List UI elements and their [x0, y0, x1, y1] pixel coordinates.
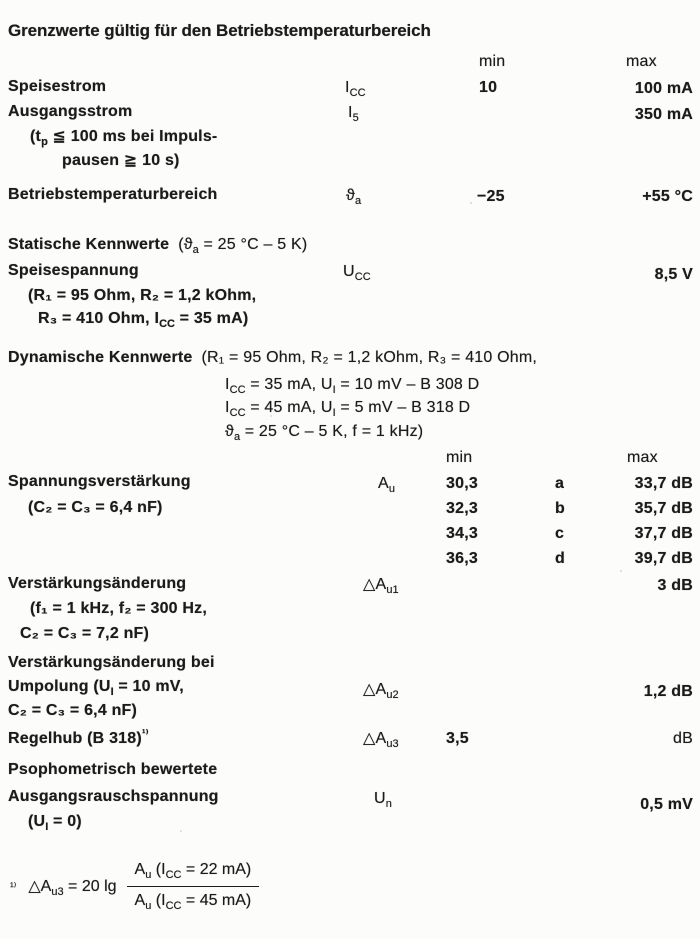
row-delta2-label-line3: C₂ = C₃ = 6,4 nF) — [8, 702, 138, 719]
row-speisestrom-label: Speisestrom — [8, 78, 107, 95]
dyn-l3-rest: = 5 mV – B 318 D — [335, 399, 471, 416]
noise-condition — [28, 814, 82, 833]
speisestrom-min-value: 10 — [479, 79, 498, 96]
impuls-condition-line1 — [30, 129, 217, 148]
num-sub2: CC — [165, 869, 182, 882]
row-betriebstemp-label: Betriebstemperaturbereich — [8, 186, 218, 203]
regelhub-min-value: 3,5 — [446, 730, 469, 747]
symbol-theta-base: ϑ — [346, 187, 355, 204]
symbol-ucc-sub: CC — [354, 271, 371, 284]
symbol-un — [374, 791, 392, 810]
symbol-i5-base: I — [348, 104, 353, 121]
symbol-icc-base: I — [345, 79, 350, 96]
dynamisch-heading-line — [8, 350, 537, 366]
delta1-max-value: 3 dB — [657, 577, 693, 594]
delta2-max-value: 1,2 dB — [643, 683, 693, 700]
statisch-cond-rest: = 25 °C – 5 K) — [198, 236, 308, 253]
gain-row-min: 36,3 — [446, 550, 478, 567]
footnote-lhs-rest: = 20 lg — [63, 877, 117, 895]
symbol-delta-au1 — [363, 577, 399, 596]
page-title: Grenzwerte gültig für den Betriebstemperaturbereich — [8, 21, 431, 40]
gain-row-max: 33,7 dB — [634, 475, 693, 492]
symbol-i5-sub: 5 — [352, 112, 359, 125]
dynamisch-cond-line4 — [225, 424, 423, 443]
dynamisch-cond-line1: (R₁ = 95 Ohm, R₂ = 1,2 kOhm, R₃ = 410 Ohm, — [201, 349, 538, 366]
dyn-l3-mid: = 45 mA, U — [245, 399, 333, 416]
num-base: A — [134, 861, 146, 878]
symbol-au — [378, 476, 395, 495]
delta2-l2-sub: I — [110, 686, 114, 699]
symbol-au-sub: u — [388, 483, 395, 496]
fraction-denominator — [127, 887, 260, 912]
statisch-condition-line2 — [38, 311, 248, 330]
row-regelhub-label — [8, 729, 149, 747]
symbol-au-base: A — [378, 475, 389, 492]
row-delta1-label: Verstärkungsänderung — [8, 575, 187, 592]
noise-cond-pre: (U — [28, 813, 46, 830]
num-mid: (I — [151, 861, 166, 878]
limits-min-header: min — [479, 53, 506, 70]
row-delta2-label-line1: Verstärkungsänderung bei — [8, 654, 215, 671]
noise-cond-sub: I — [45, 821, 49, 834]
betriebstemp-max-value: +55 °C — [642, 188, 693, 205]
dyn-l4-pre: ϑ — [225, 423, 234, 440]
statisch-condition-line1: (R₁ = 95 Ohm, R₂ = 1,2 kOhm, — [28, 287, 257, 304]
statisch-cond2-pre: R₃ = 410 Ohm, I — [38, 310, 160, 327]
dyn-l2-sub: CC — [229, 384, 246, 397]
footnote-lhs — [28, 876, 116, 898]
speisespannung-max-value: 8,5 V — [654, 266, 693, 283]
dynamisch-cond-line3 — [225, 400, 470, 419]
row-noise-label-line2: Ausgangsrauschspannung — [8, 788, 219, 805]
gain-row-max: 35,7 dB — [634, 500, 693, 517]
statisch-cond-sub: a — [192, 244, 199, 257]
fraction-numerator — [127, 861, 260, 887]
num-rest: = 22 mA) — [181, 861, 252, 878]
den-mid: (I — [151, 892, 166, 910]
symbol-un-base: U — [374, 790, 386, 807]
gain-row-min: 30,3 — [446, 475, 478, 492]
noise-max-value: 0,5 mV — [640, 796, 693, 813]
statisch-cond2-rest: = 35 mA) — [175, 310, 249, 327]
row-speisespannung-label: Speisespannung — [8, 262, 139, 279]
gain-row-group: d — [555, 550, 565, 567]
dyn-l3-sub: CC — [229, 407, 246, 420]
symbol-delta-au2 — [363, 682, 399, 701]
symbol-delta-au3-base: △A — [363, 730, 387, 747]
dyn-l2-sub2: I — [332, 384, 336, 397]
ausgangsstrom-max-value: 350 mA — [634, 106, 693, 123]
gain-row-max: 37,7 dB — [634, 525, 693, 542]
den-base: A — [134, 892, 146, 910]
gain-row-group: a — [555, 475, 565, 492]
row-delta2-label-line2 — [8, 679, 184, 698]
footnote-formula — [10, 861, 259, 912]
symbol-theta-sub: a — [354, 195, 362, 208]
delta1-condition-line2: C₂ = C₃ = 7,2 nF) — [20, 625, 150, 642]
regelhub-label-text: Regelhub (B 318) — [8, 730, 142, 747]
regelhub-footnote-marker: ¹⁾ — [141, 728, 149, 740]
betriebstemp-min-value: −25 — [477, 188, 505, 205]
symbol-theta-a — [346, 188, 361, 207]
dyn-l2-pre: I — [225, 376, 230, 393]
gain-row-group: b — [555, 500, 565, 517]
speisestrom-max-value: 100 mA — [634, 80, 693, 97]
symbol-icc — [345, 80, 366, 99]
dynamisch-heading: Dynamische Kennwerte — [8, 349, 193, 366]
symbol-delta-au1-sub: u1 — [386, 584, 399, 597]
delta1-condition-line1: (f₁ = 1 kHz, f₂ = 300 Hz, — [30, 600, 208, 617]
symbol-icc-sub: CC — [349, 87, 366, 100]
gain-row-min: 32,3 — [446, 500, 478, 517]
dyn-l3-sub2: I — [332, 407, 336, 420]
footnote-lhs-base: △A — [28, 877, 52, 895]
impuls-condition-line2: pausen ≧ 10 s) — [62, 152, 180, 169]
statisch-cond-pre: (ϑ — [178, 236, 193, 253]
statisch-heading-line — [8, 237, 307, 256]
symbol-delta-au3 — [363, 731, 399, 750]
num-sub: u — [145, 869, 152, 882]
dynamisch-max-header: max — [627, 449, 658, 466]
delta2-l2-rest: = 10 mV, — [113, 678, 184, 695]
impuls1-sub: p — [41, 136, 48, 149]
dyn-l4-rest: = 25 °C – 5 K, f = 1 kHz) — [240, 423, 424, 440]
noise-cond-rest: = 0) — [48, 813, 82, 830]
statisch-heading: Statische Kennwerte — [8, 236, 170, 253]
symbol-delta-au2-sub: u2 — [386, 689, 399, 702]
footnote-fraction — [127, 861, 260, 912]
dyn-l4-sub: a — [233, 431, 241, 444]
dynamisch-min-header: min — [446, 449, 473, 466]
symbol-i5 — [348, 105, 359, 124]
delta2-l2-pre: Umpolung (U — [8, 678, 111, 695]
row-ausgangsstrom-label: Ausgangsstrom — [8, 103, 133, 120]
den-sub: u — [145, 900, 152, 913]
statisch-cond2-sub: CC — [159, 318, 175, 331]
row-noise-label-line1: Psophometrisch bewertete — [8, 761, 218, 778]
regelhub-max-unit: dB — [673, 730, 693, 747]
row-gain-label: Spannungsverstärkung — [8, 473, 191, 490]
symbol-delta-au3-sub: u3 — [386, 738, 399, 751]
symbol-delta-au2-base: △A — [363, 681, 387, 698]
footnote-lhs-sub: u3 — [51, 885, 64, 898]
symbol-ucc-base: U — [343, 263, 355, 280]
gain-row-min: 34,3 — [446, 525, 478, 542]
gain-row-group: c — [555, 525, 565, 542]
impuls1-rest: ≦ 100 ms bei Impuls- — [47, 128, 218, 145]
symbol-delta-au1-base: △A — [363, 576, 387, 593]
den-sub2: CC — [165, 900, 182, 913]
gain-row-max: 39,7 dB — [634, 550, 693, 567]
limits-max-header: max — [626, 53, 657, 70]
dyn-l3-pre: I — [225, 399, 230, 416]
dynamisch-cond-line2 — [225, 377, 479, 396]
dyn-l2-mid: = 35 mA, U — [245, 376, 333, 393]
den-rest: = 45 mA) — [181, 892, 252, 910]
gain-condition: (C₂ = C₃ = 6,4 nF) — [28, 499, 163, 516]
symbol-ucc — [343, 264, 371, 283]
symbol-un-sub: n — [385, 798, 392, 811]
footnote-marker: ¹⁾ — [10, 881, 17, 894]
dyn-l2-rest: = 10 mV – B 308 D — [335, 376, 480, 393]
impuls1-pre: (t — [30, 128, 42, 145]
